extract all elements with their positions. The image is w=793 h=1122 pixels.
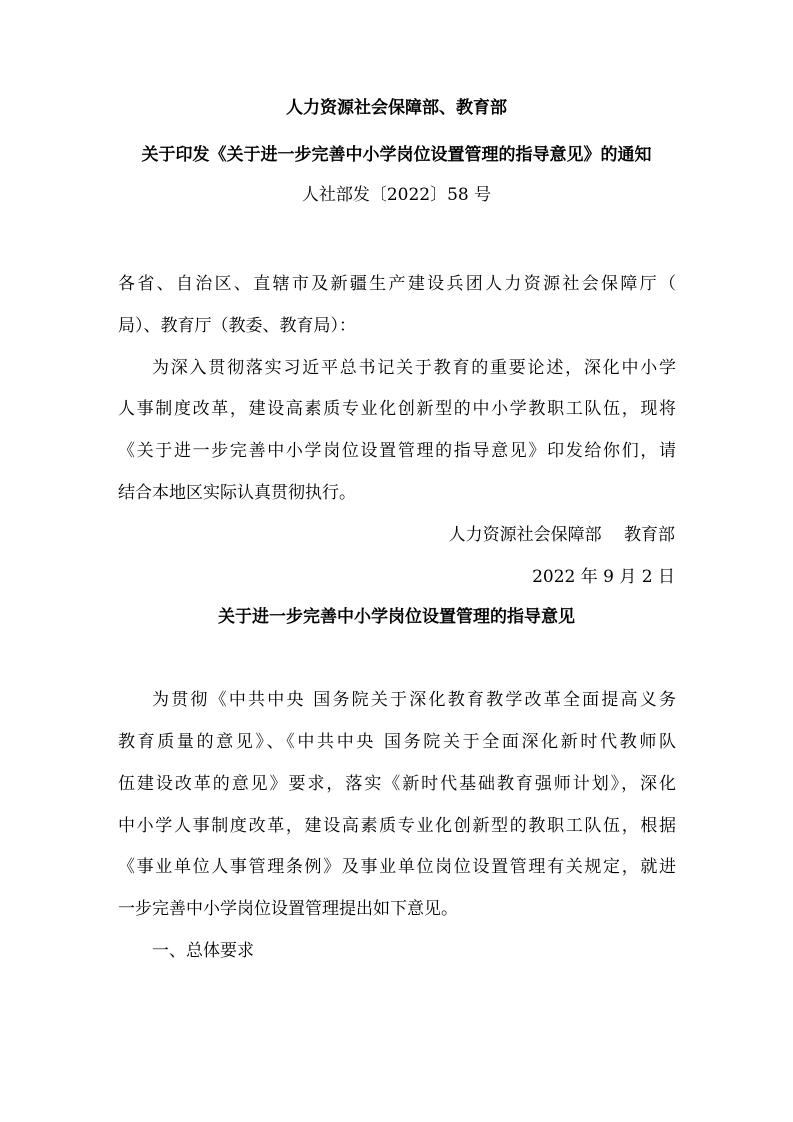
document-number: 人社部发〔2022〕58 号: [301, 185, 492, 205]
signature: 人力资源社会保障部 教育部: [448, 525, 675, 545]
header-title-2: 关于印发《关于进一步完善中小学岗位设置管理的指导意见》的通知: [141, 145, 652, 165]
opinion-title: 关于进一步完善中小学岗位设置管理的指导意见: [218, 607, 575, 627]
opinion-paragraph-line: 《事业单位人事管理条例》及事业单位岗位设置管理有关规定，就进: [118, 857, 676, 877]
notice-paragraph-line: 结合本地区实际认真贯彻执行。: [118, 483, 356, 503]
notice-paragraph-line: 《关于进一步完善中小学岗位设置管理的指导意见》印发给你们，请: [118, 441, 676, 461]
opinion-paragraph-line: 中小学人事制度改革，建设高素质专业化创新型的教职工队伍，根据: [118, 816, 676, 836]
notice-paragraph-line: 为深入贯彻落实习近平总书记关于教育的重要论述，深化中小学: [152, 358, 676, 378]
opinion-paragraph-line: 为贯彻《中共中央 国务院关于深化教育教学改革全面提高义务: [152, 690, 676, 710]
opinion-paragraph-line: 伍建设改革的意见》要求，落实《新时代基础教育强师计划》，深化: [118, 774, 676, 794]
notice-paragraph-line: 人事制度改革，建设高素质专业化创新型的中小学教职工队伍，现将: [118, 399, 676, 419]
header-title-1: 人力资源社会保障部、教育部: [286, 98, 507, 118]
opinion-paragraph-line: 教育质量的意见》、《中共中央 国务院关于全面深化新时代教师队: [118, 732, 676, 752]
issue-date: 2022 年 9 月 2 日: [532, 567, 675, 587]
section-heading-general-requirements: 一、总体要求: [152, 941, 254, 961]
addressee-line-2: 局）、教育厅（教委、教育局）：: [118, 316, 356, 336]
addressee-line-1: 各省、自治区、直辖市及新疆生产建设兵团人力资源社会保障厅（: [118, 274, 676, 294]
opinion-paragraph-line: 一步完善中小学岗位设置管理提出如下意见。: [118, 899, 458, 919]
